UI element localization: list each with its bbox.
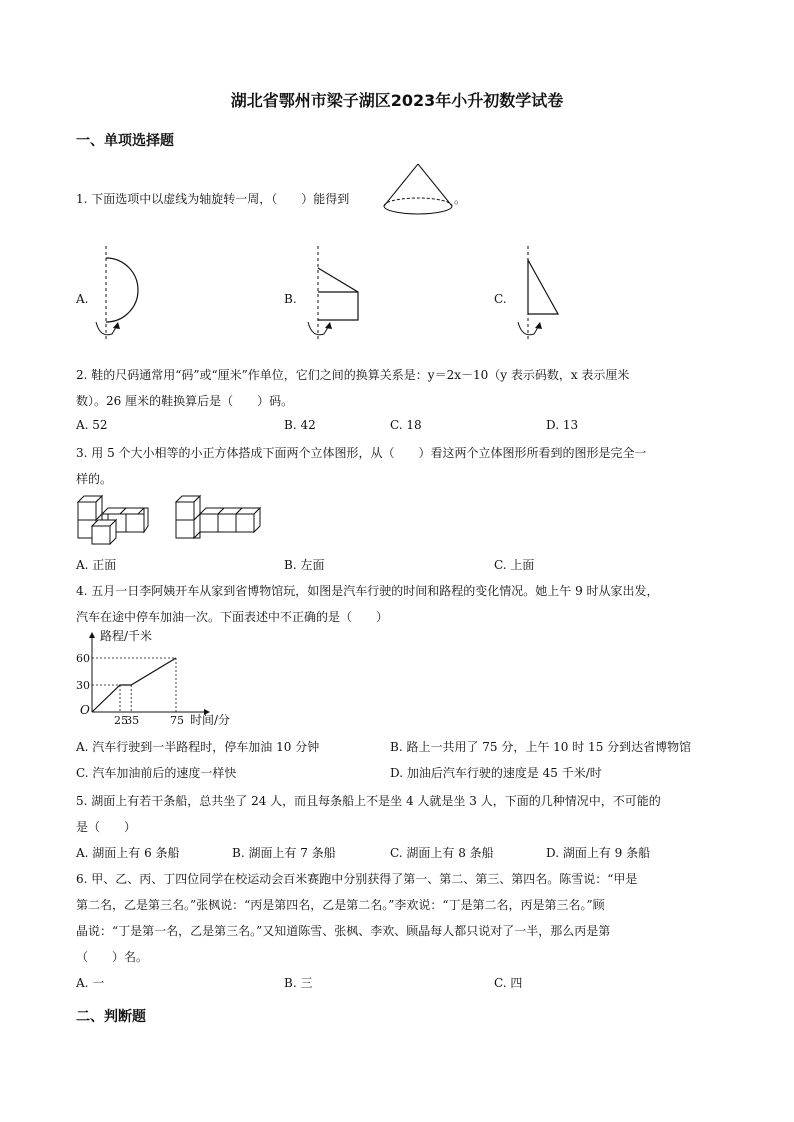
question-6-line-4: （ ）名。: [76, 950, 149, 964]
page-title: 湖北省鄂州市梁子湖区2023年小升初数学试卷: [230, 91, 564, 110]
section-heading-judgement: 二、判断题: [76, 1009, 146, 1025]
x-tick-label: 75: [170, 714, 184, 727]
q4-option-a: A. 汽车行驶到一半路程时，停车加油 10 分钟: [76, 740, 320, 754]
q1-option-b-label: B.: [284, 292, 297, 306]
q2-option-b: B. 42: [284, 418, 316, 432]
question-1-text: 1. 下面选项中以虚线为轴旋转一周，（ ）能得到: [76, 192, 350, 206]
q6-option-a: A. 一: [76, 976, 105, 990]
y-axis-arrow: [89, 632, 95, 638]
y-axis-label: 路程/千米: [100, 629, 153, 643]
q3-option-c: C. 上面: [494, 558, 535, 572]
x-tick-label: 35: [125, 714, 140, 727]
q4-option-b: B. 路上一共用了 75 分，上午 10 时 15 分到达省博物馆: [390, 740, 692, 754]
question-2-line-2: 数）。26 厘米的鞋换算后是（ ）码。: [76, 394, 294, 408]
question-6-line-1: 6. 甲、乙、丙、丁四位同学在校运动会百米赛跑中分别获得了第一、第二、第三、第四名。陈雪说：“甲是: [76, 872, 638, 886]
question-5-line-2: 是（ ）: [76, 820, 137, 834]
question-5-line-1: 5. 湖面上有若干条船，总共坐了 24 人，而且每条船上不是坐 4 人就是坐 3 人，下面的几种情况中，不可能的: [76, 794, 661, 808]
q5-option-a: A. 湖面上有 6 条船: [76, 846, 180, 860]
cone-figure: [382, 162, 454, 216]
q3-option-a: A. 正面: [76, 558, 117, 572]
question-2-line-1: 2. 鞋的尺码通常用“码”或“厘米”作单位，它们之间的换算关系是：y＝2x－10（y 表示码数，x 表示厘米: [76, 368, 630, 382]
question-3-line-1: 3. 用 5 个大小相等的小正方体搭成下面两个立体图形，从（ ）看这两个立体图形所看到的图形是完全一: [76, 446, 647, 460]
q4-option-c: C. 汽车加油前后的速度一样快: [76, 766, 237, 780]
question-1-end: 。: [454, 192, 467, 206]
option-c-triangle-figure: [510, 246, 574, 342]
q4-option-d: D. 加油后汽车行驶的速度是 45 千米/时: [390, 766, 602, 780]
y-tick-label: 60: [76, 652, 90, 665]
q1-option-c-label: C.: [494, 292, 507, 306]
distance-time-chart: [72, 628, 272, 732]
cube-figure-1: [76, 490, 150, 550]
question-4-line-1: 4. 五月一日李阿姨开车从家到省博物馆玩，如图是汽车行驶的时间和路程的变化情况。她上午 9 时从家出发，: [76, 584, 659, 598]
q3-option-b: B. 左面: [284, 558, 325, 572]
q5-option-c: C. 湖面上有 8 条船: [390, 846, 494, 860]
question-3-line-2: 样的。: [76, 472, 113, 486]
option-b-trapezoid-figure: [302, 246, 366, 342]
q1-option-a-label: A.: [76, 292, 89, 306]
q5-option-d: D. 湖面上有 9 条船: [546, 846, 651, 860]
q6-option-c: C. 四: [494, 976, 523, 990]
q2-option-d: D. 13: [546, 418, 579, 432]
x-tick-label: 25: [114, 714, 128, 727]
q2-option-c: C. 18: [390, 418, 422, 432]
q5-option-b: B. 湖面上有 7 条船: [232, 846, 336, 860]
option-a-semicircle-figure: [92, 246, 152, 342]
cube-figure-2: [174, 490, 264, 550]
section-heading-choice: 一、单项选择题: [76, 133, 174, 149]
origin-label: O: [80, 703, 90, 717]
question-6-line-2: 第二名，乙是第三名。”张枫说：“丙是第四名，乙是第二名。”李欢说：“丁是第二名，丙是第三名。”顾: [76, 898, 605, 912]
q6-option-b: B. 三: [284, 976, 313, 990]
x-axis-label: 时间/分: [190, 713, 231, 727]
question-6-line-3: 晶说：“丁是第一名，乙是第三名。”又知道陈雪、张枫、李欢、顾晶每人都只说对了一半，那么丙是第: [76, 924, 611, 938]
q2-option-a: A. 52: [76, 418, 108, 432]
question-4-line-2: 汽车在途中停车加油一次。下面表述中不正确的是（ ）: [76, 610, 389, 624]
y-tick-label: 30: [76, 679, 90, 692]
